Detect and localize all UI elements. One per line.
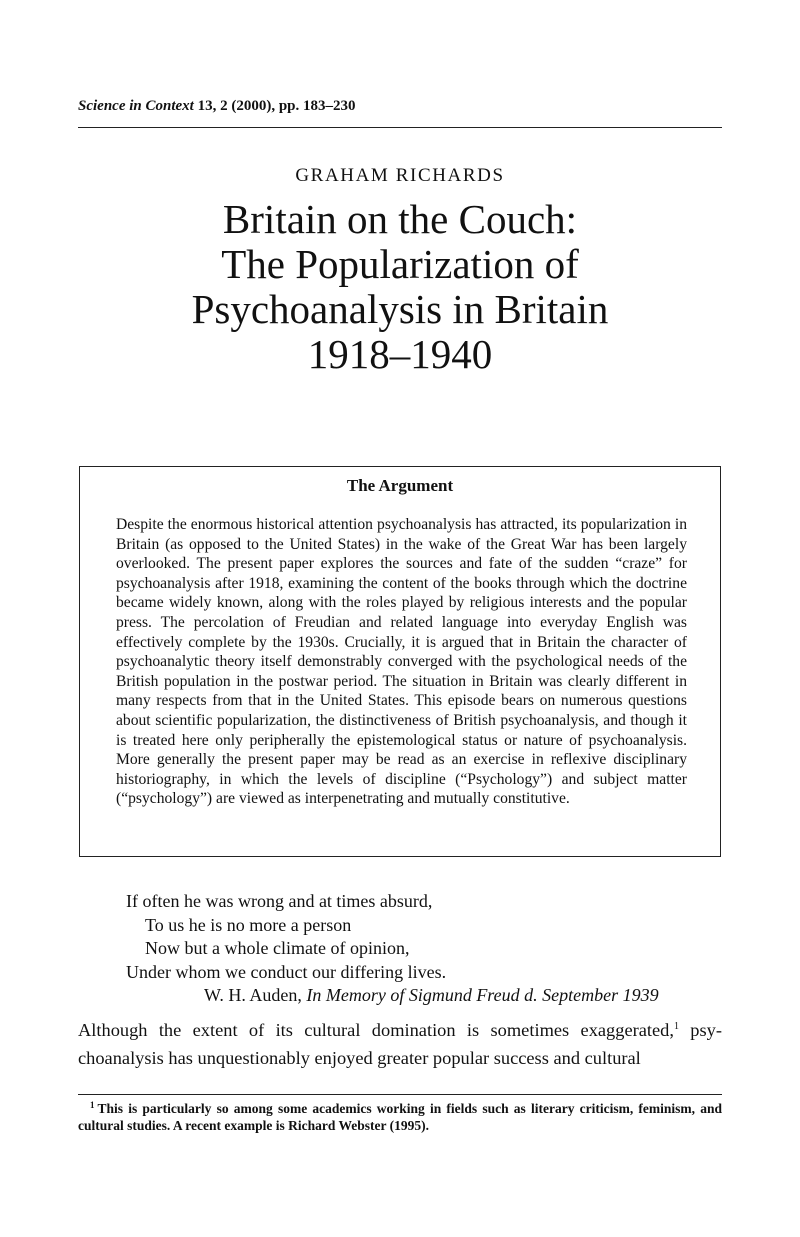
journal-volume-pages: 13, 2 (2000), pp. 183–230 (193, 98, 356, 114)
title-line: Britain on the Couch: (222, 196, 578, 242)
epigraph (126, 890, 726, 1008)
header-rule (78, 127, 722, 128)
argument-box (79, 466, 721, 857)
journal-name: Science in Context (78, 98, 194, 114)
body-text-end: psychoanalysis has unquestionably enjoyed greater popular success and cultural (78, 1020, 722, 1068)
attribution-work: In Memory of Sigmund Freud d. September 1939 (306, 985, 659, 1005)
epigraph-line: Under whom we conduct our differing lives. (126, 961, 447, 982)
body-text-start: Although the extent of its cultural domination is sometimes exaggerated, (78, 1020, 674, 1040)
footnote-rule (78, 1094, 722, 1095)
epigraph-line: If often he was wrong and at times absurd, (126, 891, 433, 911)
footnote (78, 1100, 722, 1134)
title-line: 1918–1940 (307, 331, 493, 377)
footnote-reference[interactable]: 1 (673, 1021, 679, 1032)
footnote-text: This is particularly so among some academics working in fields such as literary criticism, feminism, and cultural studies. A recent example is Richard Webster (1995). (78, 1101, 722, 1133)
epigraph-attribution (126, 984, 726, 1008)
body-paragraph (78, 1016, 722, 1072)
journal-citation (78, 98, 356, 115)
title-line: The Popularization of (221, 241, 579, 287)
title-line: Psychoanalysis in Britain (191, 286, 609, 332)
argument-text: Despite the enormous historical attention psychoanalysis has attracted, its popularization in Britain (as opposed to the United States) in the wake of the Great War has been largely overlooked. The present paper explores the sources and fate of the sudden “craze” for psychoanalysis after 1918, examining the content of the books through which the doctrine became widely known, along with the roles played by religious interests and the popular press. The percolation of Freudian and related language into everyday English was effectively complete by the 1930s. Crucially, it is argued that in Britain the character of psychoanalytic theory itself demonstrably converged with the psychological needs of the British population in the postwar period. The situation in Britain was clearly different in many respects from that in the United States. This episode bears on numerous questions about scientific popularization, the distinctiveness of British psychoanalysis, and though it is treated here only peripherally the epistemological status or nature of psychoanalysis. More generally the present paper may be read as an exercise in reflexive disciplinary historiography, in which the levels of discipline (“Psychology”) and subject matter (“psychology”) are viewed as interpenetrating and mutually constitutive. (116, 516, 687, 808)
attribution-author: W. H. Auden, (204, 985, 307, 1005)
epigraph-line: To us he is no more a person (145, 914, 352, 935)
article-title (100, 197, 700, 377)
argument-heading: The Argument (346, 476, 454, 495)
footnote-mark: 1 (90, 1100, 95, 1110)
epigraph-line: Now but a whole climate of opinion, (145, 938, 410, 958)
author-name: GRAHAM RICHARDS (295, 165, 505, 186)
